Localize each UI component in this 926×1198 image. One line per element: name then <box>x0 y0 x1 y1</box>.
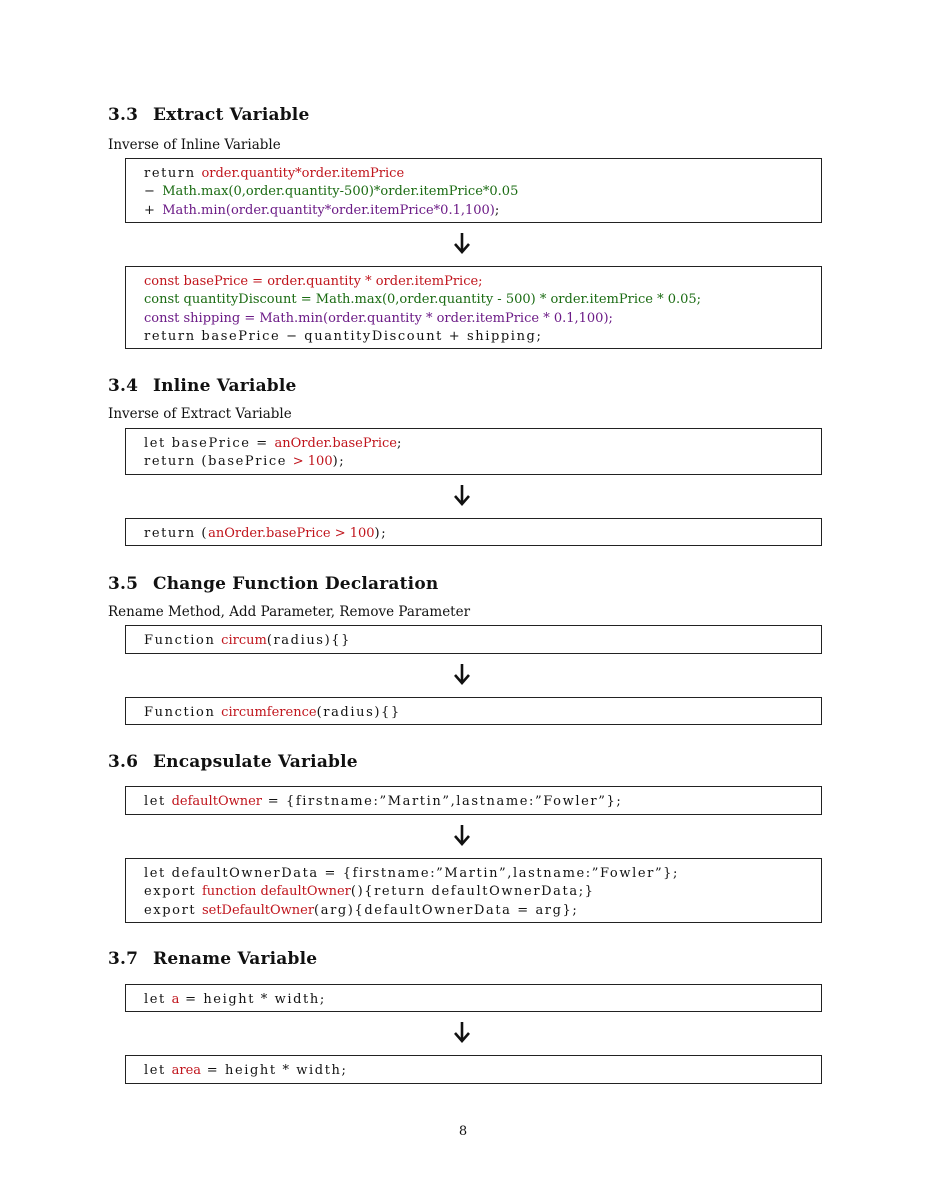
code-line <box>144 793 821 811</box>
code-token: Math.max(0,order.quantity-500)*order.itemPrice*0.05 <box>162 184 519 200</box>
code-before <box>125 428 822 475</box>
code-token: Function <box>144 705 222 720</box>
down-arrow-icon <box>452 663 472 685</box>
code-before <box>125 158 822 223</box>
section-heading: Extract Variable <box>153 105 310 125</box>
code-line <box>144 165 821 183</box>
code-token: = height * width; <box>179 992 326 1007</box>
section-title <box>108 376 297 396</box>
code-after <box>125 518 822 546</box>
code-line <box>144 273 821 291</box>
code-line <box>144 291 821 309</box>
code-token: return ( <box>144 526 209 541</box>
section-heading: Inline Variable <box>153 376 297 396</box>
code-after <box>125 266 822 349</box>
code-line <box>144 435 821 453</box>
code-token: circumference <box>221 705 317 720</box>
code-token: let basePrice = <box>144 436 275 451</box>
code-token: let <box>144 992 172 1007</box>
code-token: setDefaultOwner <box>201 902 315 918</box>
section-number: 3.5 <box>108 574 139 594</box>
code-token: function defaultOwner <box>201 884 351 900</box>
code-before <box>125 984 822 1012</box>
down-arrow-icon <box>452 232 472 254</box>
code-token: Function <box>144 633 222 648</box>
code-after <box>125 1055 822 1084</box>
code-line <box>144 183 821 201</box>
section-heading: Encapsulate Variable <box>153 752 358 772</box>
code-line <box>144 202 821 220</box>
section-title <box>108 105 309 125</box>
code-token: ); <box>332 454 346 470</box>
code-token: a <box>171 992 180 1007</box>
section-number: 3.3 <box>108 105 139 125</box>
code-token: ); <box>374 526 388 541</box>
page-number: 8 <box>458 1124 468 1139</box>
down-arrow-icon <box>452 824 472 846</box>
section-number: 3.6 <box>108 752 139 772</box>
code-line <box>144 865 821 883</box>
code-line <box>144 310 821 328</box>
code-line <box>144 328 821 346</box>
code-token: let <box>144 794 172 809</box>
code-token: (radius){} <box>316 705 401 720</box>
code-after <box>125 858 822 923</box>
down-arrow-icon <box>452 484 472 506</box>
section-title <box>108 574 438 594</box>
code-token: Math.min(order.quantity*order.itemPrice*0.1,100) <box>162 202 495 218</box>
code-token: return (basePrice <box>144 454 293 470</box>
code-token: − <box>144 184 163 200</box>
code-token: const basePrice = order.quantity * order.itemPrice; <box>144 274 483 289</box>
code-line <box>144 1062 821 1080</box>
code-token: return basePrice − quantityDiscount + shipping; <box>144 328 543 344</box>
code-line <box>144 902 821 920</box>
code-token: return <box>144 166 202 181</box>
section-subtitle: Rename Method, Add Parameter, Remove Parameter <box>108 604 471 620</box>
code-token: const quantityDiscount = Math.max(0,order.quantity - 500) * order.itemPrice * 0.05; <box>144 292 702 308</box>
code-token: = height * width; <box>201 1063 348 1078</box>
code-before <box>125 786 822 815</box>
code-token: circum <box>221 633 267 648</box>
code-token: export <box>144 884 202 900</box>
section-heading: Rename Variable <box>153 949 318 969</box>
code-token: const shipping = Math.min(order.quantity * order.itemPrice * 0.1,100); <box>144 310 613 326</box>
code-token: (radius){} <box>266 633 351 648</box>
code-line <box>144 525 821 543</box>
section-title <box>108 752 358 772</box>
section-title <box>108 949 317 969</box>
code-before <box>125 625 822 654</box>
code-token: + <box>144 202 163 218</box>
section-number: 3.7 <box>108 949 139 969</box>
section-subtitle: Inverse of Inline Variable <box>108 137 281 153</box>
code-token: > 100 <box>292 454 333 470</box>
code-line <box>144 632 821 650</box>
section-subtitle: Inverse of Extract Variable <box>108 406 292 422</box>
code-token: let <box>144 1063 172 1078</box>
code-token: export <box>144 902 202 918</box>
code-token: ; <box>494 202 501 218</box>
section-heading: Change Function Declaration <box>153 574 439 594</box>
code-token: anOrder.basePrice <box>274 436 397 451</box>
code-token: order.quantity*order.itemPrice <box>201 166 405 181</box>
code-token: (){return defaultOwnerData;} <box>350 884 595 900</box>
code-line <box>144 704 821 722</box>
code-token: anOrder.basePrice > 100 <box>208 526 375 541</box>
code-line <box>144 883 821 901</box>
code-token: let defaultOwnerData = {firstname:”Martin”,lastname:”Fowler”}; <box>144 866 680 881</box>
code-token: defaultOwner <box>171 794 263 809</box>
code-line <box>144 453 821 471</box>
code-after <box>125 697 822 725</box>
section-number: 3.4 <box>108 376 139 396</box>
code-line <box>144 991 821 1009</box>
code-token: = {firstname:”Martin”,lastname:”Fowler”}; <box>262 794 623 809</box>
down-arrow-icon <box>452 1021 472 1043</box>
code-token: area <box>171 1063 202 1078</box>
code-token: (arg){defaultOwnerData = arg}; <box>314 902 579 918</box>
code-token: ; <box>396 436 403 451</box>
